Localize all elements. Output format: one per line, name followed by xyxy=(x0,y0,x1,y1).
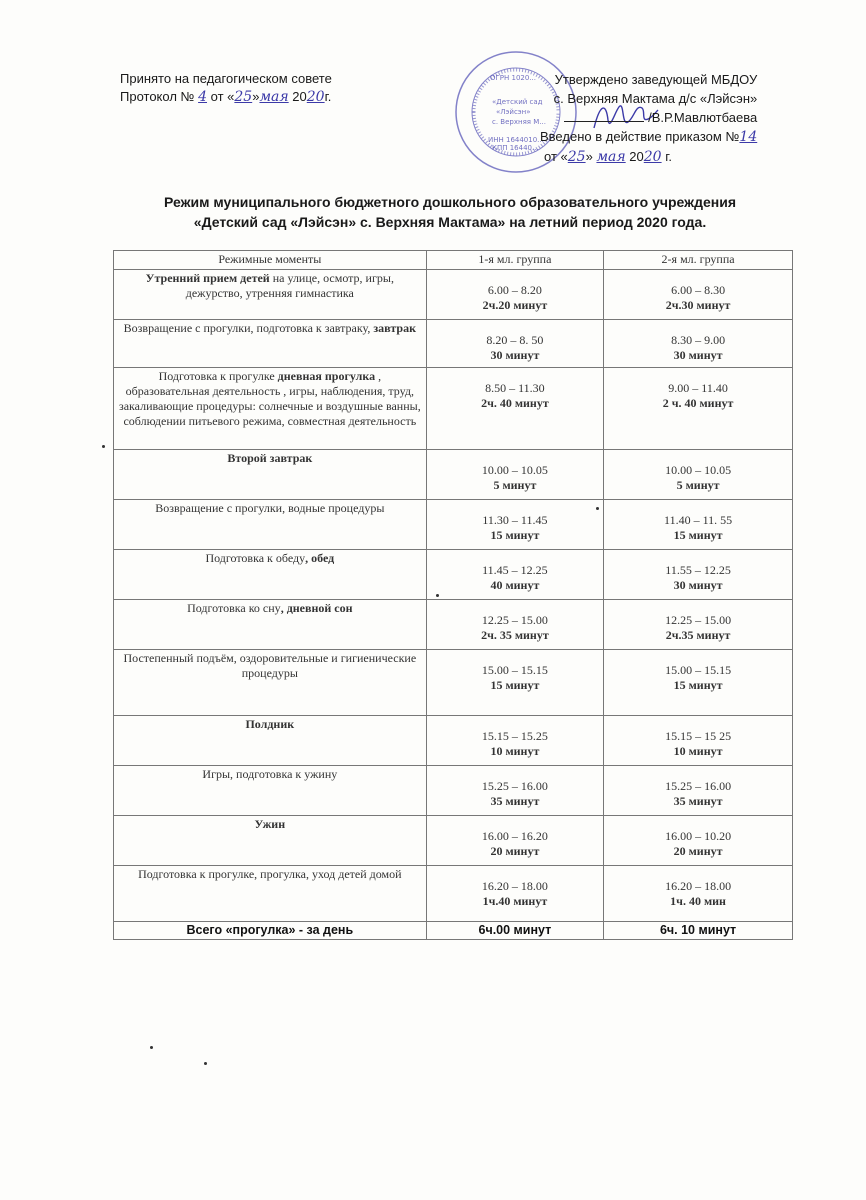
header-group-2: 2-я мл. группа xyxy=(604,251,793,270)
group-1-cell xyxy=(426,650,603,716)
time-range: 11.40 – 11. 55 xyxy=(664,513,733,527)
stamp-kpp: КПП 16440... xyxy=(492,144,539,152)
activity-bold-text: Второй завтрак xyxy=(227,451,313,465)
duration: 5 минут xyxy=(676,478,720,492)
group-1-cell xyxy=(426,600,603,650)
stamp-center-3: с. Верхняя М... xyxy=(492,118,546,126)
header-activity: Режимные моменты xyxy=(114,251,427,270)
total-row xyxy=(114,922,793,940)
scan-speck xyxy=(150,1046,153,1049)
duration: 2ч.35 минут xyxy=(665,628,731,642)
group-2-cell xyxy=(604,320,793,368)
time-range: 6.00 – 8.20 xyxy=(487,283,542,297)
order-year: 20 xyxy=(643,149,662,165)
table-row xyxy=(114,650,793,716)
group-1-cell xyxy=(426,450,603,500)
group-2-cell xyxy=(604,450,793,500)
stamp-ogrn: ОГРН 1020... xyxy=(490,74,536,82)
activity-bold-text: , обед xyxy=(305,551,335,565)
duration: 40 минут xyxy=(490,578,540,592)
duration: 15 минут xyxy=(673,678,723,692)
table-row xyxy=(114,270,793,320)
group-1-cell xyxy=(426,716,603,766)
group-2-cell xyxy=(604,766,793,816)
time-range: 11.45 – 12.25 xyxy=(482,563,548,577)
order-line: Введено в действие приказом №14 xyxy=(540,129,758,145)
time-range: 15.15 – 15.25 xyxy=(481,729,548,743)
table-row xyxy=(114,600,793,650)
activity-cell xyxy=(114,270,427,320)
group-2-cell xyxy=(604,866,793,922)
activity-cell xyxy=(114,368,427,450)
stamp-center-2: «Лэйсэн» xyxy=(496,108,531,116)
time-range: 12.25 – 15.00 xyxy=(481,613,548,627)
time-range: 9.00 – 11.40 xyxy=(668,381,728,395)
activity-text: Постепенный подъём, оздоровительные и гигиенические процедуры xyxy=(123,651,417,680)
activity-bold-text: Ужин xyxy=(254,817,286,831)
activity-bold-text: завтрак xyxy=(373,321,416,335)
protocol-day: 25 xyxy=(234,89,253,105)
duration: 35 минут xyxy=(673,794,723,808)
duration: 2ч.20 минут xyxy=(482,298,548,312)
duration: 2ч. 35 минут xyxy=(481,628,549,642)
activity-cell xyxy=(114,650,427,716)
approval-director-block xyxy=(540,70,757,167)
group-1-cell xyxy=(426,550,603,600)
duration: 35 минут xyxy=(490,794,540,808)
duration: 30 минут xyxy=(673,348,723,362)
stamp-center-1: «Детский сад xyxy=(492,98,543,106)
duration: 30 минут xyxy=(490,348,540,362)
table-row xyxy=(114,320,793,368)
activity-text: , образовательная деятельность , игры, наблюдения, труд, закаливающие процедуры: солнечные и воздушные ванны, соблюдении питьевого режима, совместная деятельность xyxy=(118,369,421,428)
activity-cell xyxy=(114,500,427,550)
activity-cell xyxy=(114,766,427,816)
table-row xyxy=(114,766,793,816)
time-range: 15.15 – 15 25 xyxy=(665,729,732,743)
table-row xyxy=(114,716,793,766)
order-date-line: от «25» мая 2020 г. xyxy=(544,149,672,165)
activity-text: Подготовка ко сну xyxy=(187,601,281,615)
scan-speck xyxy=(102,445,105,448)
table-row xyxy=(114,816,793,866)
group-2-cell xyxy=(604,816,793,866)
stamp-inn: ИНН 1644010... xyxy=(488,136,544,144)
time-range: 6.00 – 8.30 xyxy=(671,283,726,297)
duration: 2 ч. 40 минут xyxy=(662,396,734,410)
activity-cell xyxy=(114,320,427,368)
institution-line: с. Верхняя Мактама д/с «Лэйсэн» xyxy=(553,91,758,106)
group-2-cell xyxy=(604,550,793,600)
duration: 10 минут xyxy=(673,744,723,758)
activity-text: Возвращение с прогулки, подготовка к завтраку, xyxy=(123,321,374,335)
protocol-line: Протокол № 4 от «25»мая 2020г. xyxy=(120,89,332,105)
activity-cell xyxy=(114,450,427,500)
table-row xyxy=(114,866,793,922)
duration: 15 минут xyxy=(490,678,540,692)
table-row xyxy=(114,500,793,550)
activity-cell xyxy=(114,600,427,650)
activity-cell xyxy=(114,550,427,600)
duration: 2ч.30 минут xyxy=(665,298,731,312)
group-1-cell xyxy=(426,816,603,866)
time-range: 16.00 – 10.20 xyxy=(665,829,732,843)
duration: 20 минут xyxy=(673,844,723,858)
regime-table xyxy=(113,250,793,940)
group-1-cell xyxy=(426,368,603,450)
time-range: 16.20 – 18.00 xyxy=(481,879,548,893)
duration: 5 минут xyxy=(493,478,537,492)
header-group-1: 1-я мл. группа xyxy=(426,251,603,270)
time-range: 15.00 – 15.15 xyxy=(481,663,548,677)
time-range: 12.25 – 15.00 xyxy=(665,613,732,627)
group-2-cell xyxy=(604,716,793,766)
time-range: 15.00 – 15.15 xyxy=(665,663,732,677)
protocol-number: 4 xyxy=(198,89,208,105)
activity-cell xyxy=(114,866,427,922)
table-row xyxy=(114,550,793,600)
duration: 30 минут xyxy=(673,578,723,592)
order-month: мая xyxy=(596,149,626,165)
title-line-1: Режим муниципального бюджетного дошкольного образовательного учреждения xyxy=(164,194,736,210)
activity-text: Игры, подготовка к ужину xyxy=(202,767,338,781)
activity-bold-text: Утренний прием детей xyxy=(145,271,270,285)
time-range: 8.30 – 9.00 xyxy=(671,333,726,347)
group-1-cell xyxy=(426,320,603,368)
duration: 20 минут xyxy=(490,844,540,858)
scan-speck xyxy=(596,507,599,510)
group-2-cell xyxy=(604,368,793,450)
time-range: 16.20 – 18.00 xyxy=(665,879,732,893)
group-1-cell xyxy=(426,866,603,922)
duration: 2ч. 40 минут xyxy=(481,396,549,410)
scan-speck xyxy=(436,594,439,597)
duration: 15 минут xyxy=(490,528,540,542)
time-range: 8.50 – 11.30 xyxy=(485,381,545,395)
activity-text: Возвращение с прогулки, водные процедуры xyxy=(155,501,385,515)
table-row xyxy=(114,450,793,500)
time-range: 10.00 – 10.05 xyxy=(665,463,732,477)
time-range: 16.00 – 16.20 xyxy=(481,829,548,843)
group-2-cell xyxy=(604,600,793,650)
group-2-cell xyxy=(604,650,793,716)
group-2-cell xyxy=(604,270,793,320)
activity-cell xyxy=(114,716,427,766)
activity-text: на улице, осмотр, игры, дежурство, утренняя гимнастика xyxy=(185,271,394,300)
time-range: 11.30 – 11.45 xyxy=(482,513,548,527)
time-range: 10.00 – 10.05 xyxy=(481,463,548,477)
total-label: Всего «прогулка» - за день xyxy=(114,922,427,940)
activity-bold-text: Полдник xyxy=(245,717,295,731)
scan-speck xyxy=(204,1062,207,1065)
activity-bold-text: , дневной сон xyxy=(280,601,353,615)
approval-council-block xyxy=(120,70,332,106)
protocol-month: мая xyxy=(259,89,289,105)
time-range: 11.55 – 12.25 xyxy=(665,563,731,577)
activity-text: Подготовка к прогулке, прогулка, уход детей домой xyxy=(138,867,402,881)
table-row xyxy=(114,368,793,450)
activity-text: Подготовка к обеду xyxy=(205,551,306,565)
activity-cell xyxy=(114,816,427,866)
table-body xyxy=(114,270,793,940)
order-number: 14 xyxy=(739,129,758,145)
protocol-year: 20 xyxy=(306,89,325,105)
council-line: Принято на педагогическом совете xyxy=(120,71,332,86)
approved-line: Утверждено заведующей МБДОУ xyxy=(554,72,758,87)
duration: 15 минут xyxy=(673,528,723,542)
order-day: 25 xyxy=(567,149,586,165)
group-1-cell xyxy=(426,766,603,816)
duration: 1ч. 40 мин xyxy=(670,894,726,908)
group-1-cell xyxy=(426,500,603,550)
document-title xyxy=(110,192,790,232)
group-2-cell xyxy=(604,500,793,550)
group-1-cell xyxy=(426,270,603,320)
time-range: 8.20 – 8. 50 xyxy=(486,333,544,347)
title-line-2: «Детский сад «Лэйсэн» с. Верхняя Мактама» на летний период 2020 года. xyxy=(193,214,707,230)
total-group-2: 6ч. 10 минут xyxy=(604,922,793,940)
table-header-row xyxy=(114,251,793,270)
total-group-1: 6ч.00 минут xyxy=(426,922,603,940)
duration: 1ч.40 минут xyxy=(482,894,548,908)
activity-text: Подготовка к прогулке xyxy=(158,369,278,383)
time-range: 15.25 – 16.00 xyxy=(665,779,732,793)
duration: 10 минут xyxy=(490,744,540,758)
activity-bold-text: дневная прогулка xyxy=(277,369,376,383)
signer-line: /В.Р.Мавлютбаева xyxy=(540,108,757,127)
time-range: 15.25 – 16.00 xyxy=(481,779,548,793)
